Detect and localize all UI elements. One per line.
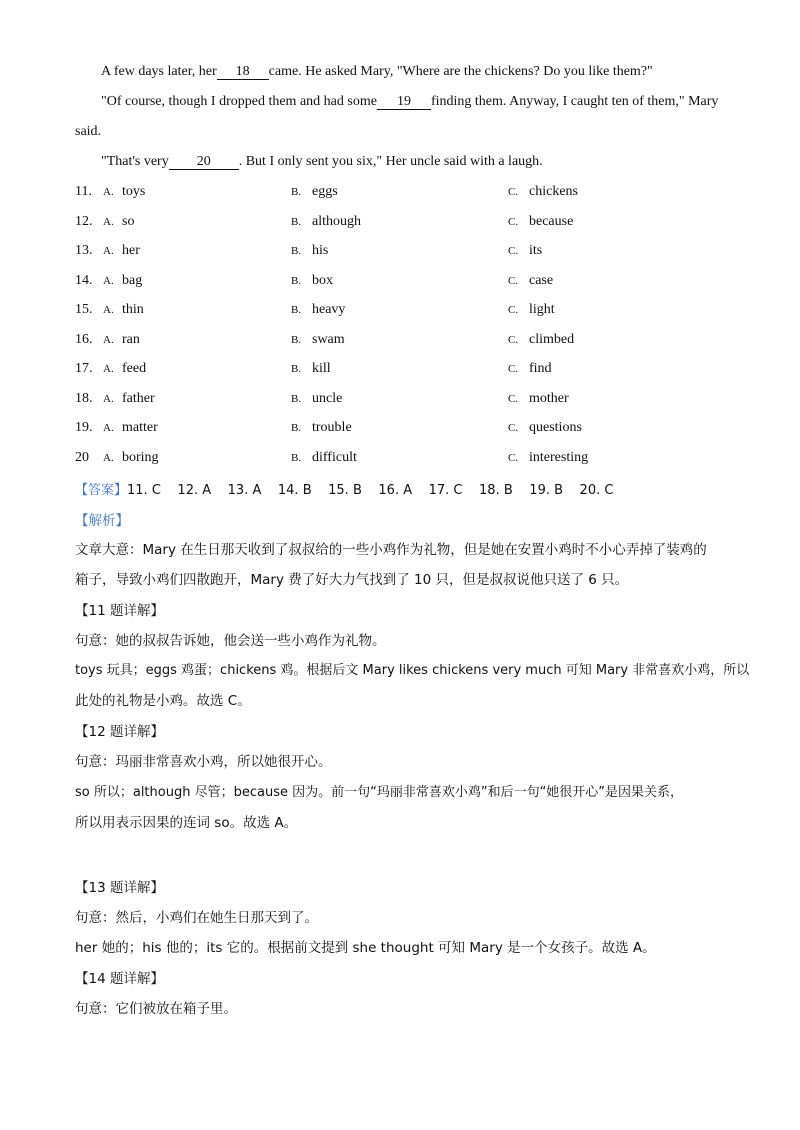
q12-title: 【12 题详解】 bbox=[75, 724, 164, 740]
option-c-text: questions bbox=[529, 420, 582, 435]
option-a-text: ran bbox=[122, 331, 140, 347]
answer-values: 11. C 12. A 13. A 14. B 15. B 16. A 17. C 18. B 19. B 20. C bbox=[127, 483, 614, 498]
option-c-text: because bbox=[529, 213, 574, 229]
option-row bbox=[75, 273, 735, 293]
option-letter-a: A. bbox=[103, 422, 114, 434]
option-letter-c: C. bbox=[508, 215, 519, 228]
option-row bbox=[75, 391, 735, 411]
option-letter-b: B. bbox=[291, 451, 302, 464]
story-paragraph-1 bbox=[101, 64, 653, 80]
option-letter-a: A. bbox=[103, 245, 114, 257]
option-a-text: feed bbox=[122, 361, 147, 376]
q11-line-1: 句意：她的叔叔告诉她，他会送一些小鸡作为礼物。 bbox=[75, 633, 386, 649]
option-c-text: mother bbox=[529, 390, 569, 406]
story-text: finding them. Anyway, I caught ten of them," Mary bbox=[430, 94, 719, 109]
option-letter-b: B. bbox=[291, 215, 302, 228]
question-number: 19. bbox=[75, 420, 93, 435]
option-row bbox=[75, 420, 735, 440]
q13-line-1: 句意：然后，小鸡们在她生日那天到了。 bbox=[75, 910, 318, 926]
option-a-text: matter bbox=[122, 420, 158, 435]
option-letter-c: C. bbox=[508, 363, 519, 375]
question-number: 15. bbox=[75, 302, 93, 317]
option-row bbox=[75, 450, 735, 470]
option-letter-a: A. bbox=[103, 363, 114, 375]
option-letter-a: A. bbox=[103, 186, 114, 198]
q12-line-2: so 所以；although 尽管；because 因为。前一句“玛丽非常喜欢小鸡”和后一句“她很开心”是因果关系， bbox=[75, 785, 684, 800]
story-text: . But I only sent you six," Her uncle said with a laugh. bbox=[238, 154, 543, 169]
option-b-text: heavy bbox=[312, 302, 346, 317]
option-letter-b: B. bbox=[291, 392, 302, 405]
option-b-text: eggs bbox=[312, 184, 338, 199]
option-c-text: case bbox=[529, 272, 554, 288]
option-letter-b: B. bbox=[291, 333, 302, 346]
analysis-label: 【解析】 bbox=[75, 513, 129, 529]
option-c-text: its bbox=[529, 243, 543, 258]
option-row bbox=[75, 361, 735, 381]
option-b-text: swam bbox=[312, 331, 345, 347]
question-number: 17. bbox=[75, 361, 93, 376]
option-letter-b: B. bbox=[291, 304, 302, 316]
blank-19: 19 bbox=[377, 94, 431, 110]
option-c-text: climbed bbox=[529, 331, 575, 347]
question-number: 16. bbox=[75, 331, 93, 347]
option-letter-c: C. bbox=[508, 304, 519, 316]
summary-line-1: 文章大意：Mary 在生日那天收到了叔叔给的一些小鸡作为礼物，但是她在安置小鸡时不小心弄掉了装鸡的 bbox=[75, 542, 707, 558]
q12-line-3: 所以用表示因果的连词 so。故选 A。 bbox=[75, 815, 298, 831]
option-b-text: kill bbox=[312, 361, 331, 376]
blank-20: 20 bbox=[169, 154, 239, 170]
option-b-text: uncle bbox=[312, 390, 343, 406]
option-b-text: his bbox=[312, 243, 329, 258]
q13-line-2: her 她的；his 他的；its 它的。根据前文提到 she thought 可知 Mary 是一个女孩子。故选 A。 bbox=[75, 940, 656, 956]
story-text: A few days later, her bbox=[101, 64, 217, 79]
option-letter-c: C. bbox=[508, 392, 519, 405]
story-text: came. He asked Mary, "Where are the chickens? Do you like them?" bbox=[268, 64, 653, 79]
option-a-text: boring bbox=[122, 449, 159, 465]
question-number: 13. bbox=[75, 243, 93, 258]
blank-18: 18 bbox=[217, 64, 269, 80]
option-c-text: interesting bbox=[529, 449, 589, 465]
option-row bbox=[75, 332, 735, 352]
question-number: 14. bbox=[75, 272, 93, 288]
option-letter-c: C. bbox=[508, 245, 519, 257]
story-text: "Of course, though I dropped them and had some bbox=[101, 94, 377, 109]
option-letter-b: B. bbox=[291, 363, 302, 375]
q14-line-1: 句意：它们被放在箱子里。 bbox=[75, 1001, 237, 1017]
answer-line bbox=[75, 479, 613, 498]
option-row bbox=[75, 214, 735, 234]
q13-title: 【13 题详解】 bbox=[75, 880, 164, 896]
option-a-text: father bbox=[122, 390, 155, 406]
option-c-text: light bbox=[529, 302, 555, 317]
question-number: 12. bbox=[75, 213, 93, 229]
q14-title: 【14 题详解】 bbox=[75, 971, 164, 987]
option-letter-a: A. bbox=[103, 333, 114, 346]
option-row bbox=[75, 243, 735, 263]
option-a-text: toys bbox=[122, 184, 146, 199]
option-b-text: difficult bbox=[312, 449, 357, 465]
option-letter-a: A. bbox=[103, 451, 114, 464]
option-c-text: chickens bbox=[529, 184, 578, 199]
option-a-text: her bbox=[122, 243, 140, 258]
option-letter-b: B. bbox=[291, 245, 302, 257]
story-paragraph-2-cont: said. bbox=[75, 124, 102, 139]
option-b-text: trouble bbox=[312, 420, 352, 435]
story-text: "That's very bbox=[101, 154, 169, 169]
option-a-text: so bbox=[122, 213, 135, 229]
q12-line-1: 句意：玛丽非常喜欢小鸡，所以她很开心。 bbox=[75, 754, 332, 770]
option-letter-c: C. bbox=[508, 186, 519, 198]
option-row bbox=[75, 302, 735, 322]
option-letter-a: A. bbox=[103, 392, 114, 405]
option-letter-c: C. bbox=[508, 274, 519, 287]
option-a-text: thin bbox=[122, 302, 144, 317]
option-c-text: find bbox=[529, 361, 552, 376]
option-b-text: although bbox=[312, 213, 361, 229]
q11-title: 【11 题详解】 bbox=[75, 603, 164, 619]
option-a-text: bag bbox=[122, 272, 143, 288]
option-letter-a: A. bbox=[103, 274, 114, 287]
option-letter-a: A. bbox=[103, 304, 114, 316]
q11-line-3: 此处的礼物是小鸡。故选 C。 bbox=[75, 693, 251, 709]
story-paragraph-3 bbox=[101, 154, 543, 170]
option-letter-c: C. bbox=[508, 333, 519, 346]
option-letter-b: B. bbox=[291, 422, 302, 434]
question-number: 11. bbox=[75, 184, 92, 199]
option-letter-a: A. bbox=[103, 215, 114, 228]
answer-label: 【答案】 bbox=[75, 483, 128, 498]
story-paragraph-2 bbox=[101, 94, 718, 110]
option-letter-c: C. bbox=[508, 422, 519, 434]
option-letter-b: B. bbox=[291, 274, 302, 287]
q11-line-2: toys 玩具；eggs 鸡蛋；chickens 鸡。根据后文 Mary likes chickens very much 可知 Mary 非常喜欢小鸡，所以 bbox=[75, 663, 750, 678]
question-number: 20 bbox=[75, 449, 89, 465]
question-number: 18. bbox=[75, 390, 93, 406]
option-letter-c: C. bbox=[508, 451, 519, 464]
option-letter-b: B. bbox=[291, 186, 302, 198]
option-row bbox=[75, 184, 735, 204]
summary-line-2: 箱子，导致小鸡们四散跑开，Mary 费了好大力气找到了 10 只，但是叔叔说他只送了 6 只。 bbox=[75, 572, 629, 588]
option-b-text: box bbox=[312, 272, 333, 288]
